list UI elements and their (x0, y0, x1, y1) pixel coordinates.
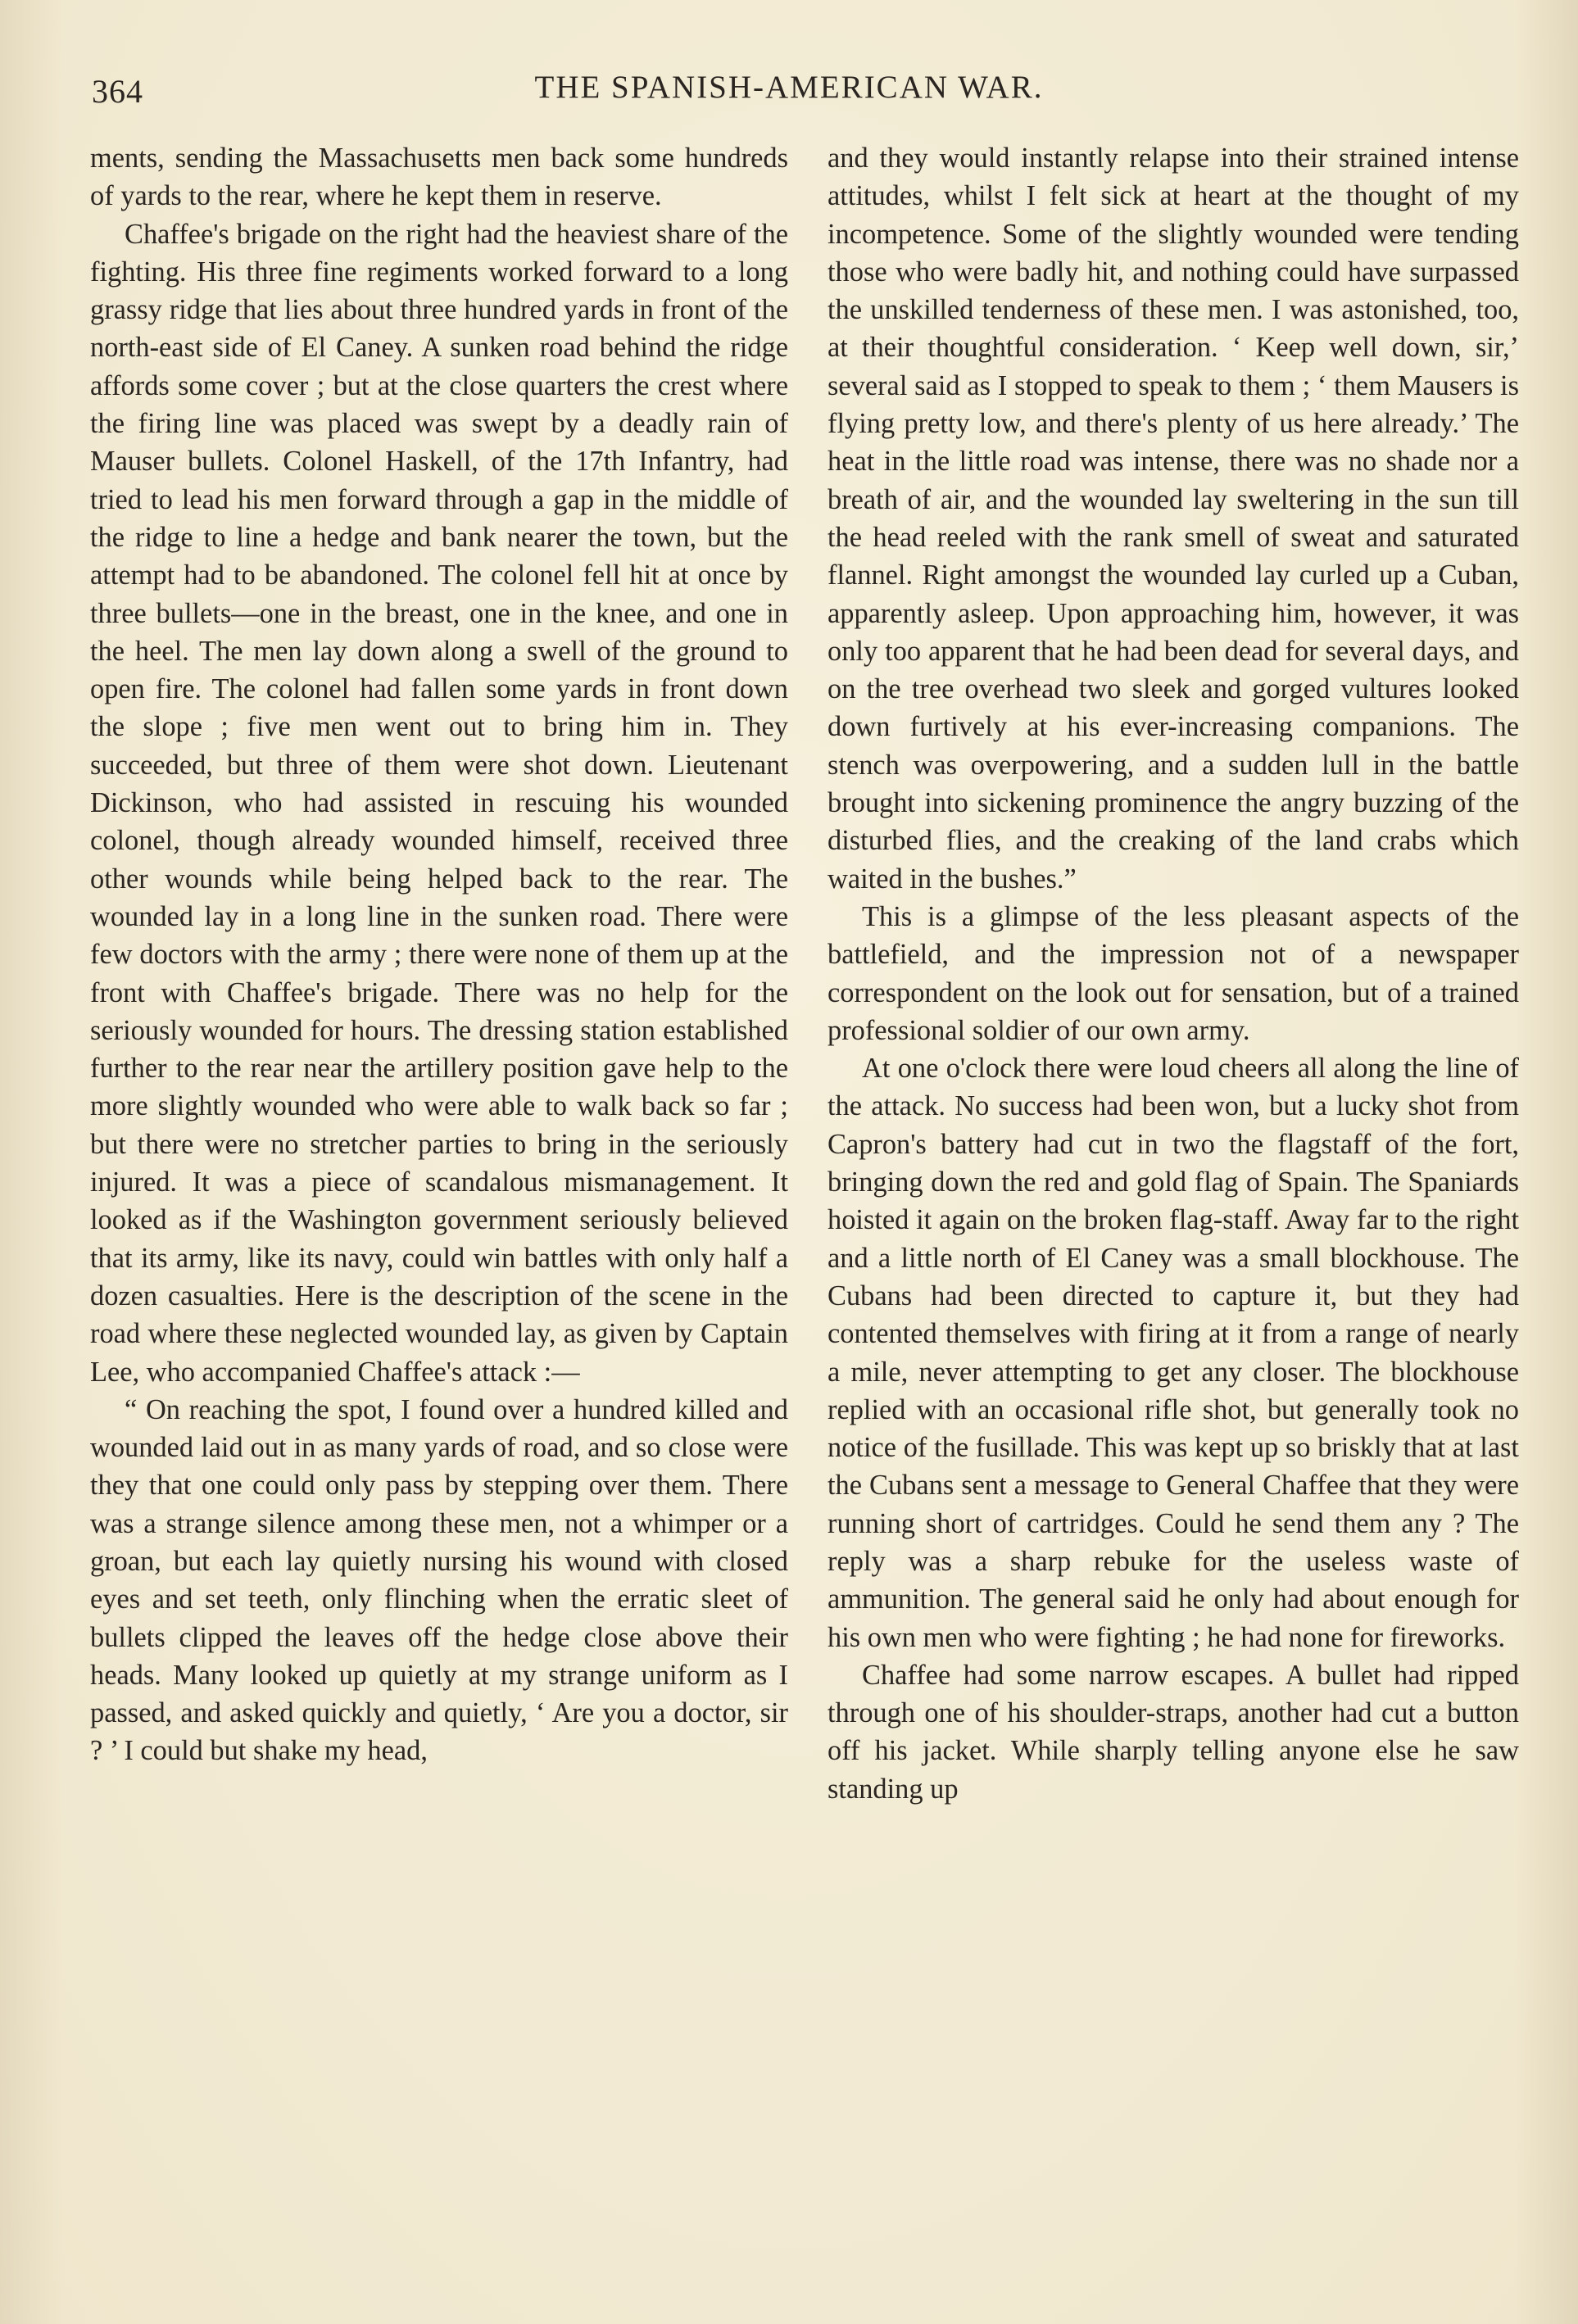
paragraph: This is a glimpse of the less pleasant aspects of the battlefield, and the impression not of a newspaper correspondent on the look out for sensation, but of a trained professional soldier of our own army. (828, 900, 1519, 1046)
page-number: 364 (92, 73, 143, 110)
paragraph: Chaffee's brigade on the right had the heaviest share of the fighting. His three fine regiments worked forward to a long grassy ridge that lies about three hundred yards in front of the north-east side of El Caney. A sunken road behind the ridge affords some cover ; but at the close quarters the crest where the firing line was placed was swept by a deadly rain of Mauser bullets. Colonel Haskell, of the 17th Infantry, had tried to lead his men forward through a gap in the middle of the ridge to line a hedge and bank nearer the town, but the attempt had to be abandoned. The colonel fell hit at once by three bullets—one in the breast, one in the knee, and one in the heel. The men lay down along a swell of the ground to open fire. The colonel had fallen some yards in front down the slope ; five men went out to bring him in. They succeeded, but three of them were shot down. Lieutenant Dickinson, who had assisted in rescuing his wounded colonel, though already wounded himself, received three other wounds while being helped back to the rear. The wounded lay in a long line in the sunken road. There were few doctors with the army ; there were none of them up at the front with Chaffee's brigade. There was no help for the seriously wounded for hours. The dressing station established further to the rear near the artillery position gave help to the more slightly wounded who were able to walk back so far ; but there were no stretcher parties to bring in the seriously injured. It was a piece of scandalous mismanagement. It looked as if the Washington government seriously believed that its army, like its navy, could win battles with only half a dozen casualties. Here is the description of the scene in the road where these neglected wounded lay, as given by Captain Lee, who accompanied Chaffee's attack :— (90, 218, 788, 1388)
paragraph: and they would instantly relapse into their strained intense attitudes, whilst I felt sick at heart at the thought of my incompetence. Some of the slightly wounded were tending those who were badly hit, and nothing could have surpassed the unskilled tenderness of these men. I was astonished, too, at their thoughtful consideration. ‘ Keep well down, sir,’ several said as I stopped to speak to them ; ‘ them Mausers is flying pretty low, and there's plenty of us here already.’ The heat in the little road was intense, there was no shade nor a breath of air, and the wounded lay sweltering in the sun till the head reeled with the rank smell of sweat and saturated flannel. Right amongst the wounded lay curled up a Cuban, apparently asleep. Upon approaching him, however, it was only too apparent that he had been dead for several days, and on the tree overhead two sleek and gorged vultures looked down furtively at his ever-increasing companions. The stench was overpowering, and a sudden lull in the battle brought into sickening prominence the angry buzzing of the disturbed flies, and the creaking of the land crabs which waited in the bushes.” (828, 143, 1519, 895)
right-column (828, 139, 1519, 1808)
paragraph: ments, sending the Massachusetts men back some hundreds of yards to the rear, where he kept them in reserve. (90, 143, 788, 212)
running-title: THE SPANISH-AMERICAN WAR. (534, 70, 1044, 105)
paragraph: Chaffee had some narrow escapes. A bullet had ripped through one of his shoulder-straps, another had cut a button off his jacket. While sharply telling anyone else he saw standing up (828, 1659, 1519, 1805)
paragraph: At one o'clock there were loud cheers all along the line of the attack. No success had been won, but a lucky shot from Capron's battery had cut in two the flagstaff of the fort, bringing down the red and gold flag of Spain. The Spaniards hoisted it again on the broken flag-staff. Away far to the right and a little north of El Caney was a small blockhouse. The Cubans had been directed to capture it, but they had contented themselves with firing at it from a range of nearly a mile, never attempting to get any closer. The blockhouse replied with an occasional rifle shot, but generally took no notice of the fusillade. This was kept up so briskly that at last the Cubans sent a message to General Chaffee that they were running short of cartridges. Could he send them any ? The reply was a sharp rebuke for the useless waste of ammunition. The general said he only had about enough for his own men who were fighting ; he had none for fireworks. (828, 1053, 1519, 1653)
left-column (90, 139, 788, 1770)
paragraph: “ On reaching the spot, I found over a hundred killed and wounded laid out in as many yards of road, and so close were they that one could only pass by stepping over them. There was a strange silence among these men, not a whimper or a groan, but each lay quietly nursing his wound with closed eyes and set teeth, only flinching when the erratic sleet of bullets clipped the leaves off the hedge close above their heads. Many looked up quietly at my strange uniform as I passed, and asked quickly and quietly, ‘ Are you a doctor, sir ? ’ I could but shake my head, (90, 1393, 788, 1767)
